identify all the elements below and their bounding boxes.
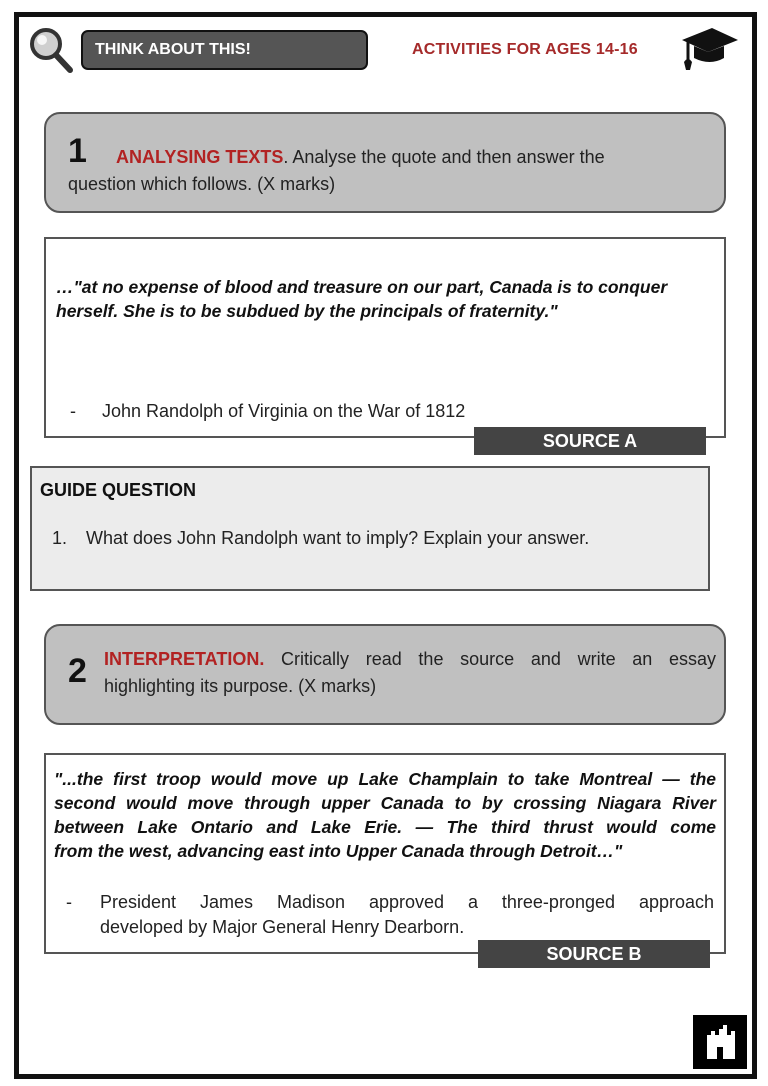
guide-question-number: 1.: [52, 528, 68, 548]
section-instruction: [104, 646, 716, 700]
section-number: 1: [68, 132, 87, 170]
source-b-quote-line: "...the first troop would move up Lake Champlain to take Montreal — the: [54, 769, 716, 789]
castle-logo-icon: [693, 1015, 747, 1069]
interpretation-instruction-box: [44, 624, 726, 725]
guide-question-box: [30, 466, 710, 591]
section-number: 2: [68, 652, 87, 690]
source-b-box: [44, 753, 726, 954]
guide-question-title: GUIDE QUESTION: [40, 480, 197, 500]
instruction-text-line1: Critically read the source and write an essay: [264, 649, 716, 669]
source-b-attribution-line: President James Madison approved a three-pronged approach: [100, 892, 714, 912]
source-b-quote-line: from the west, advancing east into Upper Canada through Detroit…": [54, 841, 623, 861]
source-a-attribution: John Randolph of Virginia on the War of 1812: [102, 401, 466, 421]
source-a-box: [44, 237, 726, 438]
source-a-tag: SOURCE A: [474, 427, 706, 455]
source-b-attribution-line: developed by Major General Henry Dearborn.: [100, 917, 465, 937]
analysing-texts-instruction-box: [44, 112, 726, 213]
instruction-text-line2: highlighting its purpose. (X marks): [104, 676, 377, 696]
magnifier-icon: [28, 26, 74, 74]
source-a-quote-line: herself. She is to be subdued by the principals of fraternity.": [56, 301, 558, 321]
source-b-quote: [54, 767, 716, 863]
source-b-quote-line: between Lake Ontario and Lake Erie. — The third thrust would come: [54, 817, 716, 837]
instruction-text-line1: . Analyse the quote and then answer the: [283, 147, 605, 167]
section-title: INTERPRETATION.: [104, 649, 265, 669]
source-a-quote: [56, 275, 716, 323]
source-b-tag: SOURCE B: [478, 940, 710, 968]
instruction-text-line2: question which follows. (X marks): [68, 174, 336, 194]
source-b-dash: -: [66, 892, 72, 912]
source-a-dash: -: [70, 401, 76, 421]
section-title: ANALYSING TEXTS: [116, 147, 284, 167]
graduation-cap-icon: [678, 22, 740, 74]
think-about-this-banner: THINK ABOUT THIS!: [81, 30, 368, 70]
source-b-attribution: [100, 890, 714, 940]
activities-age-label: ACTIVITIES FOR AGES 14-16: [412, 41, 638, 58]
guide-question-text: What does John Randolph want to imply? Explain your answer.: [86, 528, 590, 548]
section-instruction: [68, 144, 708, 198]
source-b-quote-line: second would move through upper Canada to by crossing Niagara River: [54, 793, 716, 813]
source-a-quote-line: …"at no expense of blood and treasure on our part, Canada is to conquer: [56, 277, 668, 297]
